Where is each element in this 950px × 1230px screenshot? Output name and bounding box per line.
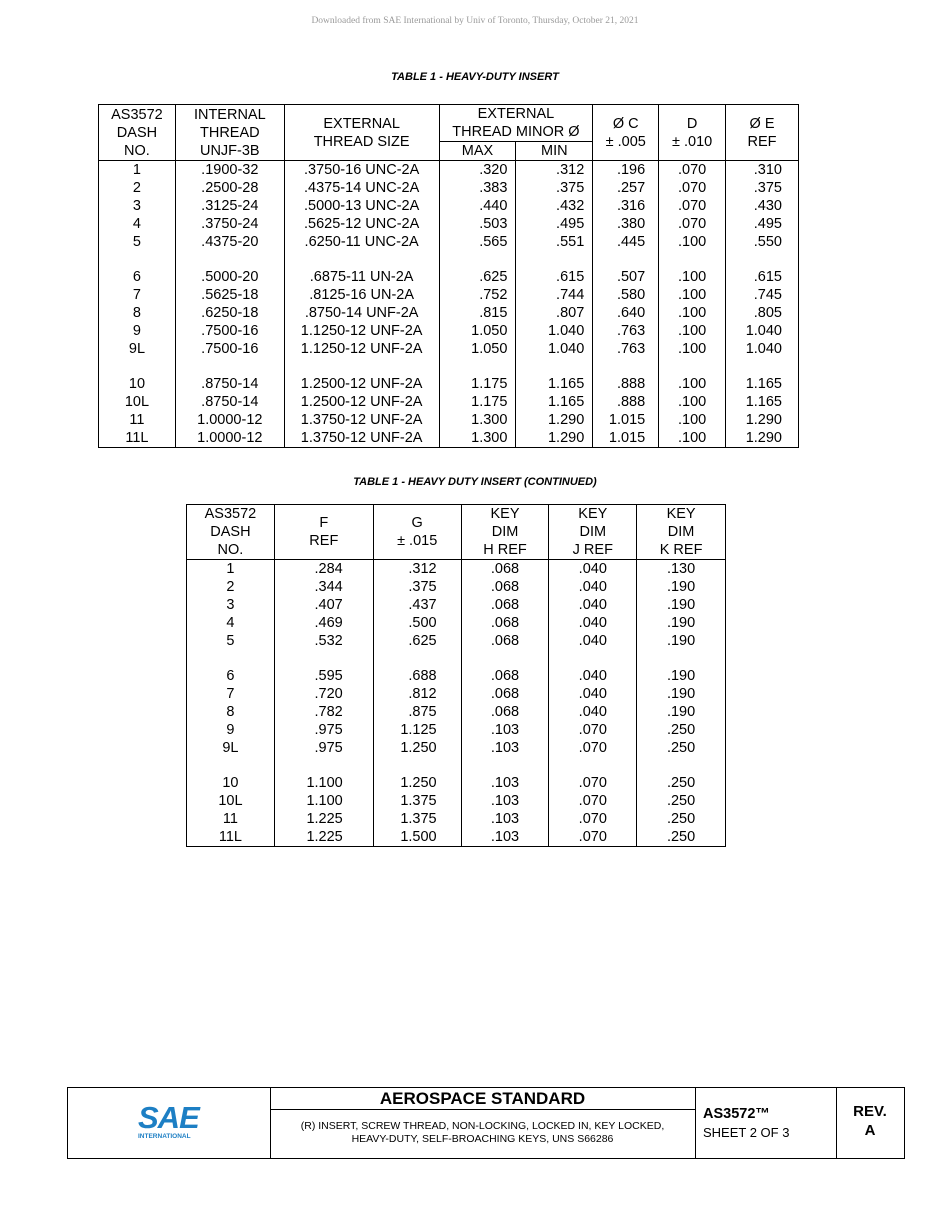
table-cell: 1.100 [274,774,373,792]
table-cell: 6 [99,268,176,286]
table-cell: 1.1250-12 UNF-2A [284,340,439,358]
table-row [99,161,799,180]
table-cell: .100 [659,375,726,393]
table-cell: 1.3750-12 UNF-2A [284,429,439,448]
table-cell: .068 [461,596,549,614]
table-cell: .720 [274,685,373,703]
table-cell: 1.225 [274,828,373,847]
table-cell: .8125-16 UN-2A [284,286,439,304]
table-cell: 1 [99,161,176,180]
table-row [187,614,726,632]
table-cell: .310 [726,161,799,180]
table-cell: 1.500 [373,828,461,847]
table-cell: .469 [274,614,373,632]
table-row [187,685,726,703]
table-cell: .8750-14 [175,393,284,411]
table-cell: .250 [637,739,726,757]
table-cell: .430 [726,197,799,215]
revision-cell [836,1088,904,1158]
table-cell: .040 [549,667,637,685]
table-cell: .190 [637,703,726,721]
table-cell: .284 [274,560,373,579]
table-cell: .070 [659,161,726,180]
table-cell: .383 [439,179,516,197]
table-cell: .190 [637,596,726,614]
table-cell: .068 [461,685,549,703]
table-cell: 5 [187,632,275,650]
table-row [187,596,726,614]
table-cell: .445 [593,233,659,251]
table-cell: 10 [99,375,176,393]
table-cell: 9L [187,739,275,757]
table-cell: .070 [549,721,637,739]
table-cell: .070 [549,739,637,757]
table-cell: .5625-12 UNC-2A [284,215,439,233]
table-cell: .807 [516,304,593,322]
table-cell: 7 [187,685,275,703]
header-external-thread-minor: EXTERNAL THREAD MINOR Ø [439,105,593,142]
table-cell: .103 [461,792,549,810]
table-cell: .550 [726,233,799,251]
table-cell: 11 [99,411,176,429]
group-separator [99,358,799,375]
document-subtitle: (R) INSERT, SCREW THREAD, NON-LOCKING, LOCKED IN, KEY LOCKED, HEAVY-DUTY, SELF-BROACHING KEYS, UNS S66286 [300,1120,665,1145]
table-cell: 5 [99,233,176,251]
table-cell: .532 [274,632,373,650]
table-cell: .745 [726,286,799,304]
header-min: MIN [516,142,593,161]
table2-header: G ± .015 [373,505,461,560]
table-cell: .3125-24 [175,197,284,215]
group-separator [187,650,726,667]
table-cell: 9 [187,721,275,739]
table-cell: 11L [99,429,176,448]
table-cell: 1.2500-12 UNF-2A [284,375,439,393]
table-cell: .595 [274,667,373,685]
table-cell: 1.165 [726,393,799,411]
sae-logo: SAE [138,1100,199,1135]
table-cell: 1.290 [726,411,799,429]
table-cell: 1.050 [439,322,516,340]
table-cell: 1.250 [373,739,461,757]
table-cell: 8 [99,304,176,322]
table-cell: .805 [726,304,799,322]
document-number-cell [695,1088,837,1158]
table1-heavy-duty-insert [98,104,799,448]
table-cell: 1.0000-12 [175,429,284,448]
table-cell: 4 [99,215,176,233]
table-cell: 1.300 [439,429,516,448]
table-cell: 2 [187,578,275,596]
table-cell: 1.175 [439,375,516,393]
table-cell: .068 [461,614,549,632]
table-cell: 11L [187,828,275,847]
table-cell: .100 [659,233,726,251]
table-cell: .565 [439,233,516,251]
table-cell: .190 [637,578,726,596]
table-cell: 1.375 [373,792,461,810]
table-cell: 10L [187,792,275,810]
table-cell: .190 [637,632,726,650]
table-cell: .752 [439,286,516,304]
table-cell: 1.375 [373,810,461,828]
table-cell: .615 [726,268,799,286]
table-row [187,578,726,596]
table-cell: .103 [461,810,549,828]
table-cell: .625 [439,268,516,286]
table-cell: .070 [549,828,637,847]
table-cell: 1.165 [516,393,593,411]
table-cell: .500 [373,614,461,632]
table-cell: 1.175 [439,393,516,411]
table-cell: .4375-20 [175,233,284,251]
table-cell: .040 [549,703,637,721]
table-cell: 7 [99,286,176,304]
table-cell: .040 [549,685,637,703]
table-cell: .812 [373,685,461,703]
table-cell: 1.2500-12 UNF-2A [284,393,439,411]
table-cell: .250 [637,810,726,828]
table-row [99,393,799,411]
table-cell: 10L [99,393,176,411]
table-cell: .070 [549,792,637,810]
document-number: AS3572™ [703,1106,770,1122]
table-row [187,774,726,792]
table-cell: .250 [637,792,726,810]
table-cell: .640 [593,304,659,322]
table-row [99,340,799,358]
table-cell: 1.225 [274,810,373,828]
table-cell: .100 [659,268,726,286]
table-row [99,215,799,233]
header-c: Ø C ± .005 [593,105,659,161]
table-cell: 10 [187,774,275,792]
table-cell: .8750-14 [175,375,284,393]
table-cell: .068 [461,703,549,721]
header-d: D ± .010 [659,105,726,161]
table-cell: .380 [593,215,659,233]
table-cell: 9 [99,322,176,340]
table2-heavy-duty-insert-continued [186,504,726,847]
table-cell: 1.040 [516,322,593,340]
table-cell: .100 [659,286,726,304]
group-separator [99,251,799,268]
header-max: MAX [439,142,516,161]
table-row [99,304,799,322]
table-row [187,667,726,685]
table-row [187,810,726,828]
table-cell: .6250-11 UNC-2A [284,233,439,251]
table-cell: .815 [439,304,516,322]
table-cell: .7500-16 [175,322,284,340]
table-cell: .437 [373,596,461,614]
table-cell: .375 [373,578,461,596]
table-cell: 1.040 [726,322,799,340]
table-cell: .320 [439,161,516,180]
table-cell: .103 [461,774,549,792]
table-cell: 1.250 [373,774,461,792]
table-cell: .3750-16 UNC-2A [284,161,439,180]
table-cell: .440 [439,197,516,215]
table-cell: .7500-16 [175,340,284,358]
table-cell: 1.165 [726,375,799,393]
table-row [99,179,799,197]
group-separator [187,757,726,774]
table-cell: .6875-11 UN-2A [284,268,439,286]
table-row [99,268,799,286]
table-cell: .130 [637,560,726,579]
table-row [99,375,799,393]
table-cell: .190 [637,614,726,632]
table-cell: .495 [516,215,593,233]
table-cell: 3 [187,596,275,614]
table-cell: 6 [187,667,275,685]
table-cell: 1.3750-12 UNF-2A [284,411,439,429]
table-cell: .507 [593,268,659,286]
table-row [99,322,799,340]
table-cell: .1900-32 [175,161,284,180]
table-cell: .040 [549,632,637,650]
table-cell: .8750-14 UNF-2A [284,304,439,322]
table-cell: .503 [439,215,516,233]
table-cell: 1.300 [439,411,516,429]
table-row [187,721,726,739]
aerospace-standard-title: AEROSPACE STANDARD [270,1088,695,1110]
table-cell: .100 [659,429,726,448]
table-cell: .250 [637,721,726,739]
table-cell: .625 [373,632,461,650]
table-cell: .040 [549,560,637,579]
revision-label: REV. [853,1103,887,1120]
table-cell: .103 [461,828,549,847]
table-cell: .068 [461,578,549,596]
table-cell: 11 [187,810,275,828]
table-cell: 2 [99,179,176,197]
table-row [99,429,799,448]
table-cell: .763 [593,322,659,340]
table-cell: 1.050 [439,340,516,358]
table-row [99,197,799,215]
table-cell: .070 [659,215,726,233]
table-cell: .103 [461,721,549,739]
table-cell: .196 [593,161,659,180]
table-cell: .100 [659,411,726,429]
table-cell: 1.015 [593,429,659,448]
table-row [187,739,726,757]
table-cell: 9L [99,340,176,358]
table2-caption: TABLE 1 - HEAVY DUTY INSERT (CONTINUED) [353,476,597,488]
table-cell: 8 [187,703,275,721]
table-cell: .407 [274,596,373,614]
revision-value: A [864,1122,876,1139]
header-e: Ø E REF [726,105,799,161]
table-cell: .312 [373,560,461,579]
table2-header: F REF [274,505,373,560]
table-cell: .070 [549,810,637,828]
table-cell: .763 [593,340,659,358]
table-cell: 1.040 [726,340,799,358]
header-external-thread-size: EXTERNAL THREAD SIZE [284,105,439,161]
table-cell: .3750-24 [175,215,284,233]
header-dash-no: AS3572 DASH NO. [99,105,176,161]
table-cell: .070 [659,179,726,197]
table2-header: KEY DIM J REF [549,505,637,560]
table-cell: .068 [461,667,549,685]
table-row [187,560,726,579]
table-cell: .6250-18 [175,304,284,322]
table-cell: .100 [659,393,726,411]
table-row [99,233,799,251]
table-cell: .100 [659,304,726,322]
sae-logo-subtext: INTERNATIONAL [138,1133,191,1140]
table-cell: .316 [593,197,659,215]
table-cell: 1.1250-12 UNF-2A [284,322,439,340]
table-cell: .580 [593,286,659,304]
title-cell [270,1088,696,1158]
title-block [67,1087,905,1159]
table-cell: 1.0000-12 [175,411,284,429]
table-cell: .312 [516,161,593,180]
download-watermark: Downloaded from SAE International by Univ of Toronto, Thursday, October 21, 2021 [311,16,639,26]
table-cell: .5000-13 UNC-2A [284,197,439,215]
table-cell: 1.290 [516,429,593,448]
table-cell: .5000-20 [175,268,284,286]
table2-header: KEY DIM H REF [461,505,549,560]
table-cell: .975 [274,721,373,739]
table-cell: .888 [593,375,659,393]
sae-logo-cell [68,1088,271,1158]
table-cell: 1.290 [516,411,593,429]
table-cell: .250 [637,828,726,847]
table-cell: 1.290 [726,429,799,448]
table-cell: .2500-28 [175,179,284,197]
table-cell: .5625-18 [175,286,284,304]
table-cell: .344 [274,578,373,596]
table-cell: .100 [659,322,726,340]
table-row [187,703,726,721]
table-cell: .040 [549,596,637,614]
table-cell: .375 [516,179,593,197]
table-cell: .190 [637,667,726,685]
table-cell: .551 [516,233,593,251]
table-cell: .070 [659,197,726,215]
table-cell: .744 [516,286,593,304]
table-row [187,828,726,847]
table-cell: .100 [659,340,726,358]
table-cell: .257 [593,179,659,197]
table-cell: .068 [461,560,549,579]
table-cell: .040 [549,578,637,596]
table-cell: 1.100 [274,792,373,810]
table-cell: .688 [373,667,461,685]
table-cell: .068 [461,632,549,650]
table-cell: .070 [549,774,637,792]
table-row [99,286,799,304]
table-row [187,632,726,650]
table-cell: .040 [549,614,637,632]
table-row [99,411,799,429]
table-cell: 1.040 [516,340,593,358]
table-cell: 1.125 [373,721,461,739]
table-cell: .432 [516,197,593,215]
table-cell: 1.165 [516,375,593,393]
table-cell: 1.015 [593,411,659,429]
table-row [187,792,726,810]
table-cell: .4375-14 UNC-2A [284,179,439,197]
table-cell: 1 [187,560,275,579]
table2-header: KEY DIM K REF [637,505,726,560]
sheet-number: SHEET 2 OF 3 [703,1125,790,1140]
table-cell: 3 [99,197,176,215]
table-cell: .250 [637,774,726,792]
table-cell: .375 [726,179,799,197]
table-cell: .103 [461,739,549,757]
table2-header: AS3572 DASH NO. [187,505,275,560]
table-cell: 4 [187,614,275,632]
table-cell: .888 [593,393,659,411]
table-cell: .875 [373,703,461,721]
table-cell: .615 [516,268,593,286]
header-internal-thread: INTERNAL THREAD UNJF-3B [175,105,284,161]
table-cell: .495 [726,215,799,233]
table-cell: .782 [274,703,373,721]
table-cell: .975 [274,739,373,757]
table1-caption: TABLE 1 - HEAVY-DUTY INSERT [391,71,559,83]
table-cell: .190 [637,685,726,703]
